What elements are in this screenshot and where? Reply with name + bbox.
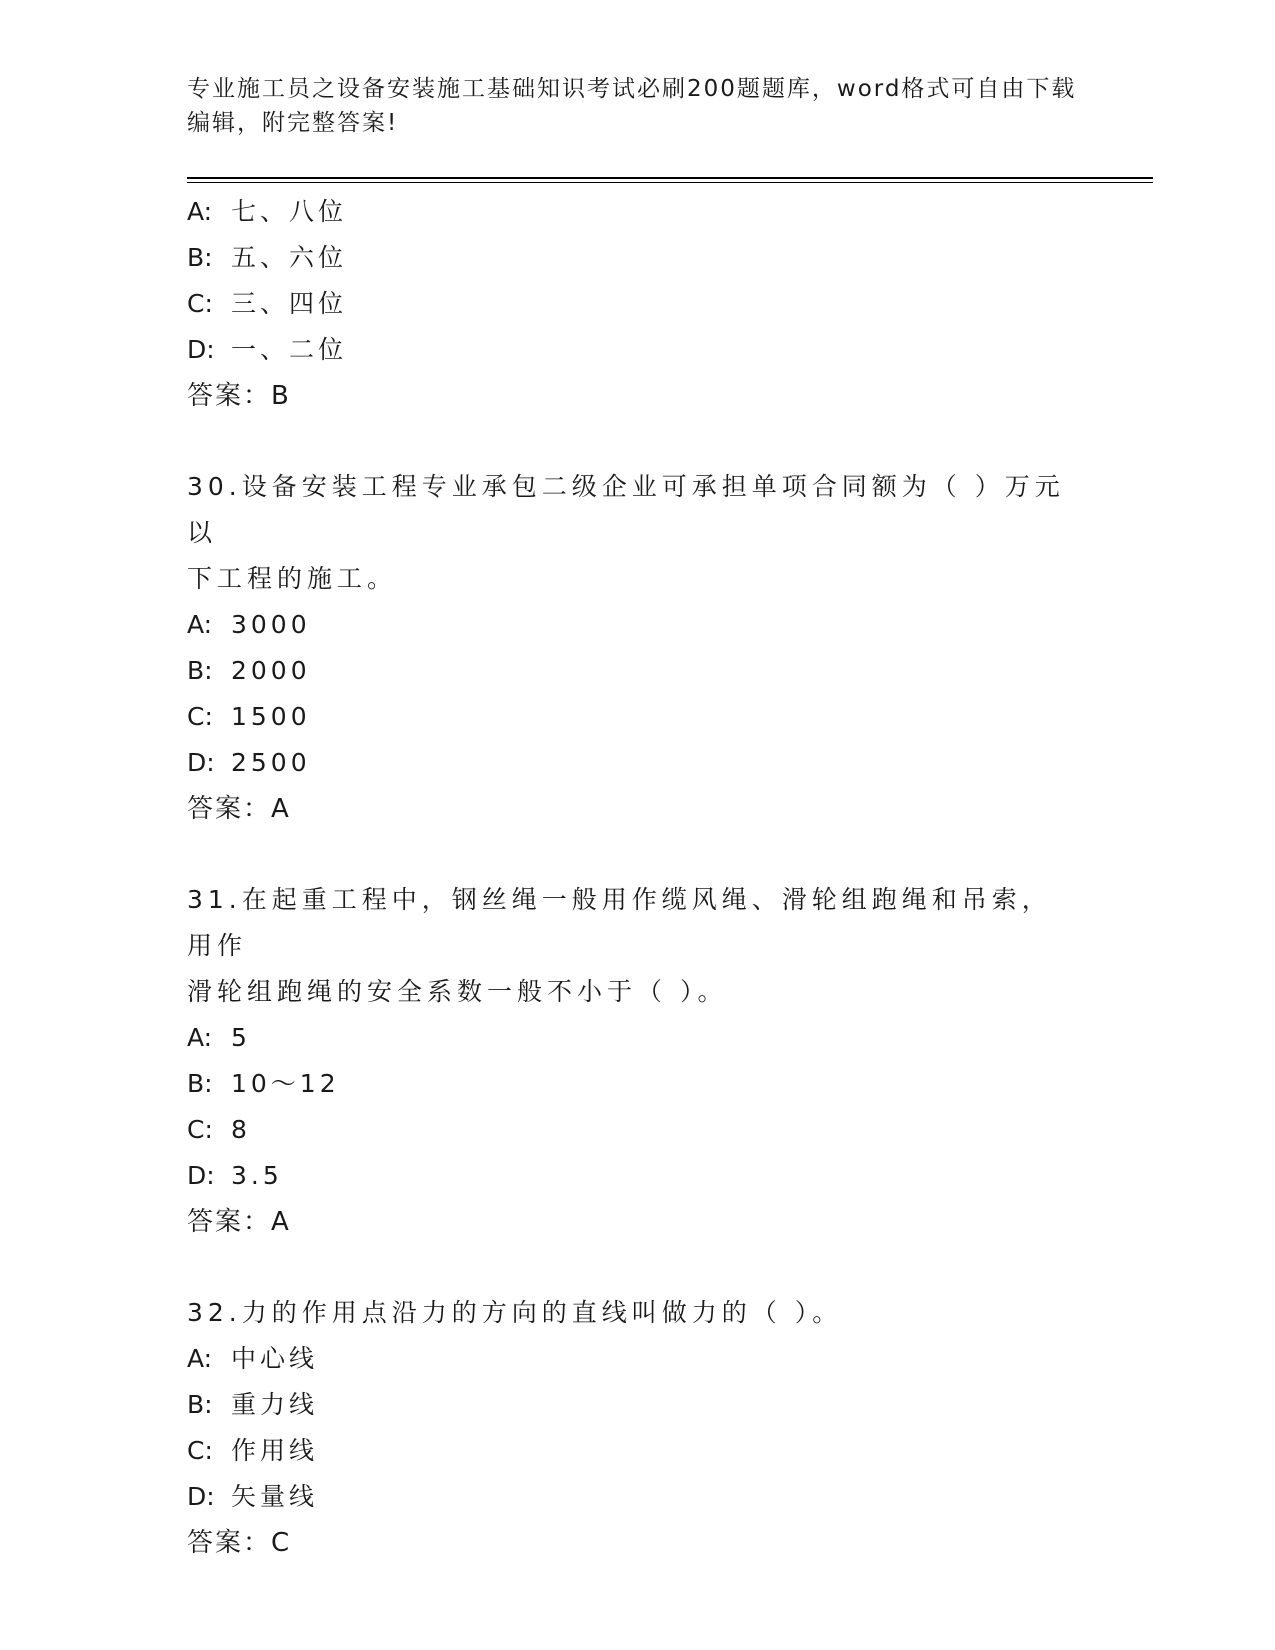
question-stem	[187, 464, 1067, 602]
option-text: 三、四位	[231, 289, 348, 318]
option-d	[187, 1153, 1087, 1199]
answer-line	[187, 1199, 1087, 1245]
option-label: B:	[187, 1069, 213, 1098]
answer-line	[187, 1520, 1087, 1566]
question-stem-line-1: 30.设备安装工程专业承包二级企业可承担单项合同额为（ ）万元以	[187, 472, 1065, 547]
question-block-30	[187, 464, 1087, 832]
question-stem	[187, 877, 1067, 1015]
question-stem-line-2: 滑轮组跑绳的安全系数一般不小于（ ）。	[187, 977, 728, 1006]
answer-label: 答案：	[187, 1528, 272, 1558]
option-text: 10～12	[231, 1069, 340, 1098]
header-divider-thin	[187, 182, 1153, 183]
question-stem-line-1: 31.在起重工程中，钢丝绳一般用作缆风绳、滑轮组跑绳和吊索，用作	[187, 885, 1052, 960]
option-a	[187, 1015, 1087, 1061]
header-title-line-2: 编辑，附完整答案!	[187, 110, 399, 136]
option-b	[187, 1061, 1087, 1107]
option-label: A:	[187, 197, 213, 226]
option-a	[187, 189, 1087, 235]
question-list	[187, 189, 1087, 1566]
option-label: D:	[187, 1161, 215, 1190]
option-text: 一、二位	[231, 335, 348, 364]
question-block-32	[187, 1290, 1087, 1566]
option-label: B:	[187, 1390, 213, 1419]
spacer	[187, 832, 1087, 877]
option-text: 3000	[231, 610, 311, 639]
answer-value: C	[271, 1528, 292, 1558]
header-title-line-1: 专业施工员之设备安装施工基础知识考试必刷200题题库，word格式可自由下载	[187, 76, 1077, 102]
header-divider-thick	[187, 177, 1153, 179]
option-c	[187, 1428, 1087, 1474]
option-label: B:	[187, 656, 213, 685]
option-text: 五、六位	[231, 243, 348, 272]
option-d	[187, 1474, 1087, 1520]
option-text: 8	[231, 1115, 251, 1144]
option-label: A:	[187, 1344, 213, 1373]
option-text: 矢量线	[231, 1482, 319, 1511]
option-label: D:	[187, 748, 215, 777]
answer-value: A	[271, 1207, 291, 1237]
answer-label: 答案：	[187, 381, 272, 411]
option-label: C:	[187, 1115, 213, 1144]
answer-value: A	[271, 794, 291, 824]
option-text: 2500	[231, 748, 311, 777]
option-label: C:	[187, 1436, 213, 1465]
option-d	[187, 740, 1087, 786]
option-text: 作用线	[231, 1436, 319, 1465]
option-label: D:	[187, 1482, 215, 1511]
question-stem	[187, 1290, 1067, 1336]
answer-line	[187, 373, 1087, 419]
option-text: 七、八位	[231, 197, 348, 226]
option-text: 中心线	[231, 1344, 319, 1373]
option-text: 5	[231, 1023, 251, 1052]
option-c	[187, 281, 1087, 327]
option-text: 重力线	[231, 1390, 319, 1419]
option-text: 2000	[231, 656, 311, 685]
option-b	[187, 1382, 1087, 1428]
question-stem-line-1: 32.力的作用点沿力的方向的直线叫做力的（ ）。	[187, 1298, 843, 1327]
answer-label: 答案：	[187, 1207, 272, 1237]
document-header	[187, 72, 1087, 140]
option-b	[187, 235, 1087, 281]
option-b	[187, 648, 1087, 694]
spacer	[187, 1245, 1087, 1290]
question-stem-line-2: 下工程的施工。	[187, 564, 398, 593]
option-label: A:	[187, 610, 213, 639]
option-label: B:	[187, 243, 213, 272]
option-a	[187, 1336, 1087, 1382]
option-c	[187, 1107, 1087, 1153]
question-block-prev	[187, 189, 1087, 419]
answer-line	[187, 786, 1087, 832]
question-block-31	[187, 877, 1087, 1245]
option-a	[187, 602, 1087, 648]
option-label: A:	[187, 1023, 213, 1052]
option-label: D:	[187, 335, 215, 364]
option-d	[187, 327, 1087, 373]
answer-label: 答案：	[187, 794, 272, 824]
option-label: C:	[187, 702, 213, 731]
spacer	[187, 419, 1087, 464]
answer-value: B	[271, 381, 291, 411]
option-text: 3.5	[231, 1161, 283, 1190]
option-text: 1500	[231, 702, 311, 731]
option-label: C:	[187, 289, 213, 318]
option-c	[187, 694, 1087, 740]
